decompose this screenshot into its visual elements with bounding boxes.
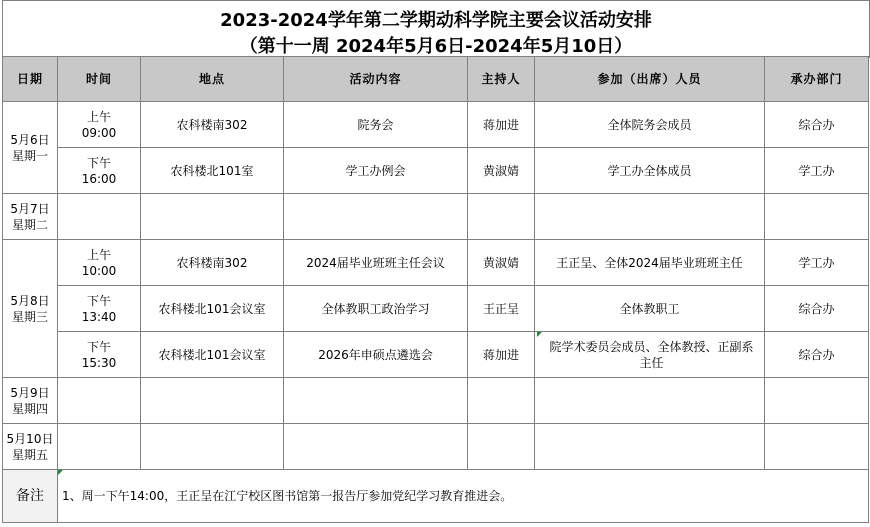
host-cell[interactable] (468, 194, 535, 240)
time-label: 09:00 (81, 125, 117, 140)
title-block (2, 0, 870, 58)
comment-marker-icon (58, 470, 63, 475)
host-cell[interactable]: 黄淑婧 (468, 240, 535, 286)
location-cell[interactable]: 农科楼南302 (141, 102, 284, 148)
time-label: 13:40 (81, 309, 117, 324)
period-label: 上午 (86, 247, 111, 262)
time-cell[interactable] (58, 194, 141, 240)
attendees-cell[interactable]: 院学术委员会成员、全体教授、正副系主任 (535, 332, 765, 378)
location-cell[interactable]: 农科楼北101会议室 (141, 286, 284, 332)
page-subtitle: （第十一周 2024年5月6日-2024年5月10日） (239, 36, 633, 57)
date-cell[interactable] (3, 240, 58, 378)
header-attendees[interactable]: 参加（出席）人员 (535, 57, 765, 102)
time-cell[interactable] (58, 332, 141, 378)
location-cell[interactable] (141, 378, 284, 424)
attendees-cell[interactable]: 全体教职工 (535, 286, 765, 332)
date-label: 5月10日 (6, 431, 54, 446)
dept-cell[interactable]: 学工办 (765, 148, 869, 194)
time-cell[interactable] (58, 378, 141, 424)
content-cell[interactable]: 2026年申硕点遴选会 (284, 332, 468, 378)
content-cell[interactable]: 学工办例会 (284, 148, 468, 194)
table-row (3, 378, 869, 424)
table-row (3, 240, 869, 286)
remarks-label[interactable]: 备注 (3, 470, 58, 523)
content-cell[interactable]: 院务会 (284, 102, 468, 148)
time-cell[interactable] (58, 102, 141, 148)
weekday-label: 星期四 (11, 401, 48, 416)
header-time[interactable]: 时间 (58, 57, 141, 102)
time-label: 10:00 (81, 263, 117, 278)
date-label: 5月6日 (10, 132, 50, 147)
date-cell[interactable] (3, 102, 58, 194)
weekday-label: 星期一 (11, 148, 48, 163)
location-cell[interactable]: 农科楼北101室 (141, 148, 284, 194)
dept-cell[interactable]: 综合办 (765, 332, 869, 378)
header-date[interactable]: 日期 (3, 57, 58, 102)
content-cell[interactable] (284, 194, 468, 240)
location-cell[interactable] (141, 424, 284, 470)
table-row (3, 286, 869, 332)
host-cell[interactable]: 王正呈 (468, 286, 535, 332)
time-cell[interactable] (58, 424, 141, 470)
content-cell[interactable] (284, 424, 468, 470)
schedule-table (2, 56, 869, 523)
date-label: 5月7日 (10, 201, 50, 216)
host-cell[interactable] (468, 424, 535, 470)
comment-marker-icon (537, 332, 542, 337)
time-cell[interactable] (58, 240, 141, 286)
location-cell[interactable]: 农科楼南302 (141, 240, 284, 286)
page-title: 2023-2024学年第二学期动科学院主要会议活动安排 (220, 10, 652, 31)
time-cell[interactable] (58, 286, 141, 332)
time-label: 16:00 (81, 171, 117, 186)
host-cell[interactable]: 黄淑婧 (468, 148, 535, 194)
content-cell[interactable] (284, 378, 468, 424)
header-content[interactable]: 活动内容 (284, 57, 468, 102)
period-label: 上午 (86, 109, 111, 124)
content-cell[interactable]: 2024届毕业班班主任会议 (284, 240, 468, 286)
attendees-cell[interactable] (535, 424, 765, 470)
dept-cell[interactable] (765, 424, 869, 470)
attendees-cell[interactable]: 全体院务会成员 (535, 102, 765, 148)
date-cell[interactable] (3, 424, 58, 470)
period-label: 下午 (86, 155, 111, 170)
dept-cell[interactable]: 综合办 (765, 102, 869, 148)
dept-cell[interactable]: 综合办 (765, 286, 869, 332)
period-label: 下午 (86, 339, 111, 354)
weekday-label: 星期二 (11, 217, 48, 232)
header-dept[interactable]: 承办部门 (765, 57, 869, 102)
dept-cell[interactable] (765, 194, 869, 240)
header-row (3, 57, 869, 102)
time-label: 15:30 (81, 355, 117, 370)
header-location[interactable]: 地点 (141, 57, 284, 102)
table-row (3, 102, 869, 148)
attendees-cell[interactable] (535, 378, 765, 424)
host-cell[interactable] (468, 378, 535, 424)
dept-cell[interactable] (765, 378, 869, 424)
host-cell[interactable]: 蒋加进 (468, 332, 535, 378)
weekday-label: 星期三 (11, 309, 48, 324)
dept-cell[interactable]: 学工办 (765, 240, 869, 286)
date-label: 5月8日 (10, 293, 50, 308)
location-cell[interactable]: 农科楼北101会议室 (141, 332, 284, 378)
table-row (3, 332, 869, 378)
header-host[interactable]: 主持人 (468, 57, 535, 102)
attendees-cell[interactable] (535, 194, 765, 240)
attendees-cell[interactable]: 王正呈、全体2024届毕业班班主任 (535, 240, 765, 286)
location-cell[interactable] (141, 194, 284, 240)
remarks-text[interactable]: 1、周一下午14:00，王正呈在江宁校区图书馆第一报告厅参加党纪学习教育推进会。 (58, 470, 869, 523)
attendees-cell[interactable]: 学工办全体成员 (535, 148, 765, 194)
period-label: 下午 (86, 293, 111, 308)
weekday-label: 星期五 (11, 447, 48, 462)
date-cell[interactable] (3, 378, 58, 424)
time-cell[interactable] (58, 148, 141, 194)
host-cell[interactable]: 蒋加进 (468, 102, 535, 148)
table-row (3, 424, 869, 470)
table-row (3, 194, 869, 240)
date-label: 5月9日 (10, 385, 50, 400)
remarks-row (3, 470, 869, 523)
content-cell[interactable]: 全体教职工政治学习 (284, 286, 468, 332)
date-cell[interactable] (3, 194, 58, 240)
table-row (3, 148, 869, 194)
